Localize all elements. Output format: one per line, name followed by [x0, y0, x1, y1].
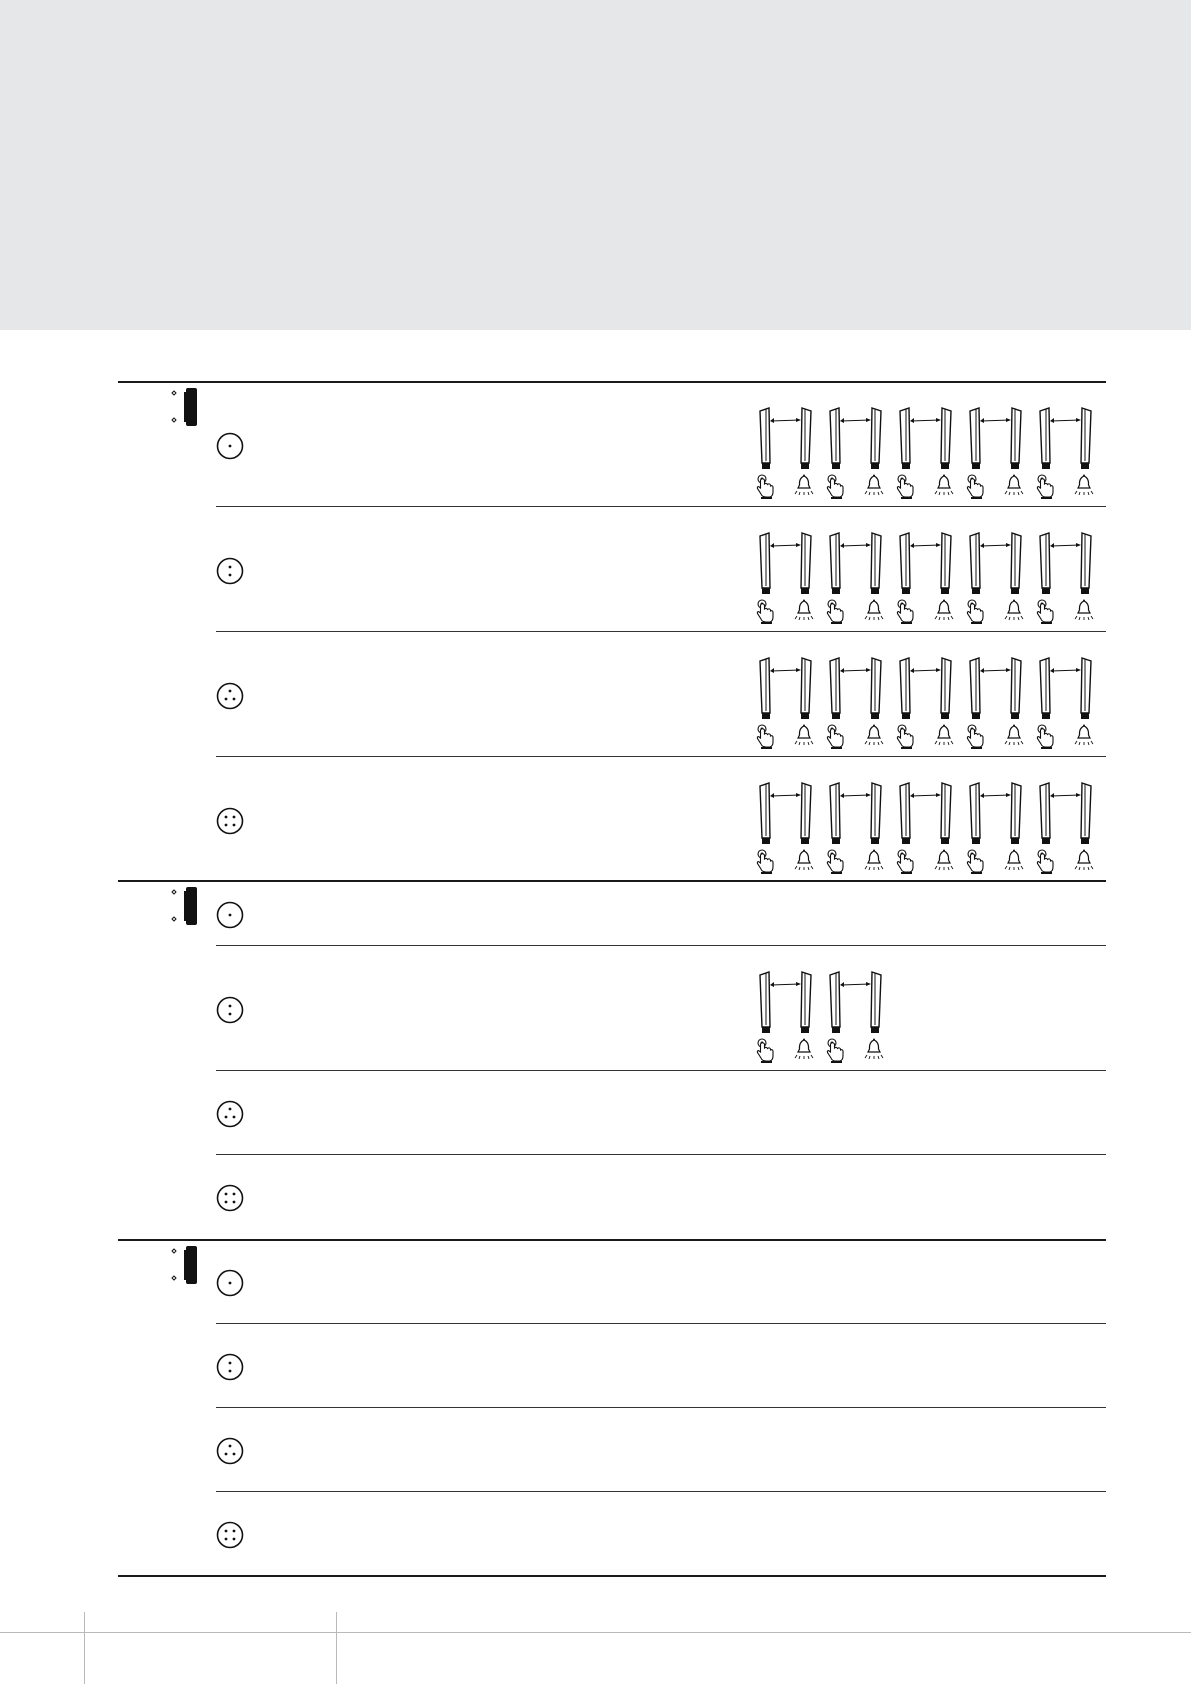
handset-pair-press-ring-icon [756, 403, 816, 499]
footer-divider-right [336, 1612, 337, 1684]
handset-pair-press-ring-icon [896, 778, 956, 874]
group-separator [118, 381, 1106, 383]
handset-pair-press-ring-icon [756, 653, 816, 749]
two-dots-circle-icon [215, 995, 245, 1025]
four-dots-circle-icon [215, 806, 245, 836]
one-dot-circle-icon [215, 431, 245, 461]
row-separator [216, 1491, 1106, 1492]
handset-pair-press-ring-icon [1036, 403, 1096, 499]
two-dots-circle-icon [215, 1352, 245, 1382]
group-separator [118, 880, 1106, 882]
footer-divider-left [84, 1612, 85, 1684]
four-dots-circle-icon [215, 1183, 245, 1213]
three-dots-circle-icon [215, 1099, 245, 1129]
row-separator [216, 756, 1106, 757]
handset-pair-press-ring-icon [756, 967, 816, 1063]
handset-pair-press-ring-icon [1036, 653, 1096, 749]
handset-icon [170, 885, 210, 929]
handset-pair-press-ring-icon [826, 967, 886, 1063]
handset-pair-press-ring-icon [826, 403, 886, 499]
handset-icon [170, 1244, 210, 1288]
handset-pair-press-ring-icon [966, 528, 1026, 624]
handset-pair-press-ring-icon [896, 653, 956, 749]
three-dots-circle-icon [215, 681, 245, 711]
group-separator [118, 1239, 1106, 1241]
handset-pair-press-ring-icon [756, 778, 816, 874]
handset-pair-press-ring-icon [826, 778, 886, 874]
row-separator [216, 1154, 1106, 1155]
row-separator [216, 945, 1106, 946]
handset-pair-press-ring-icon [826, 653, 886, 749]
handset-pair-press-ring-icon [1036, 528, 1096, 624]
row-separator [216, 1070, 1106, 1071]
footer-rule [0, 1632, 1191, 1633]
handset-pair-press-ring-icon [966, 778, 1026, 874]
three-dots-circle-icon [215, 1436, 245, 1466]
row-separator [216, 506, 1106, 507]
row-separator [216, 631, 1106, 632]
handset-pair-press-ring-icon [826, 528, 886, 624]
handset-pair-press-ring-icon [1036, 778, 1096, 874]
handset-pair-press-ring-icon [896, 528, 956, 624]
two-dots-circle-icon [215, 556, 245, 586]
handset-pair-press-ring-icon [756, 528, 816, 624]
table-bottom-border [118, 1575, 1106, 1577]
handset-pair-press-ring-icon [966, 403, 1026, 499]
handset-pair-press-ring-icon [896, 403, 956, 499]
row-separator [216, 1407, 1106, 1408]
row-separator [216, 1323, 1106, 1324]
one-dot-circle-icon [215, 1268, 245, 1298]
header-band [0, 0, 1191, 330]
one-dot-circle-icon [215, 900, 245, 930]
handset-pair-press-ring-icon [966, 653, 1026, 749]
four-dots-circle-icon [215, 1520, 245, 1550]
handset-icon [170, 386, 210, 430]
